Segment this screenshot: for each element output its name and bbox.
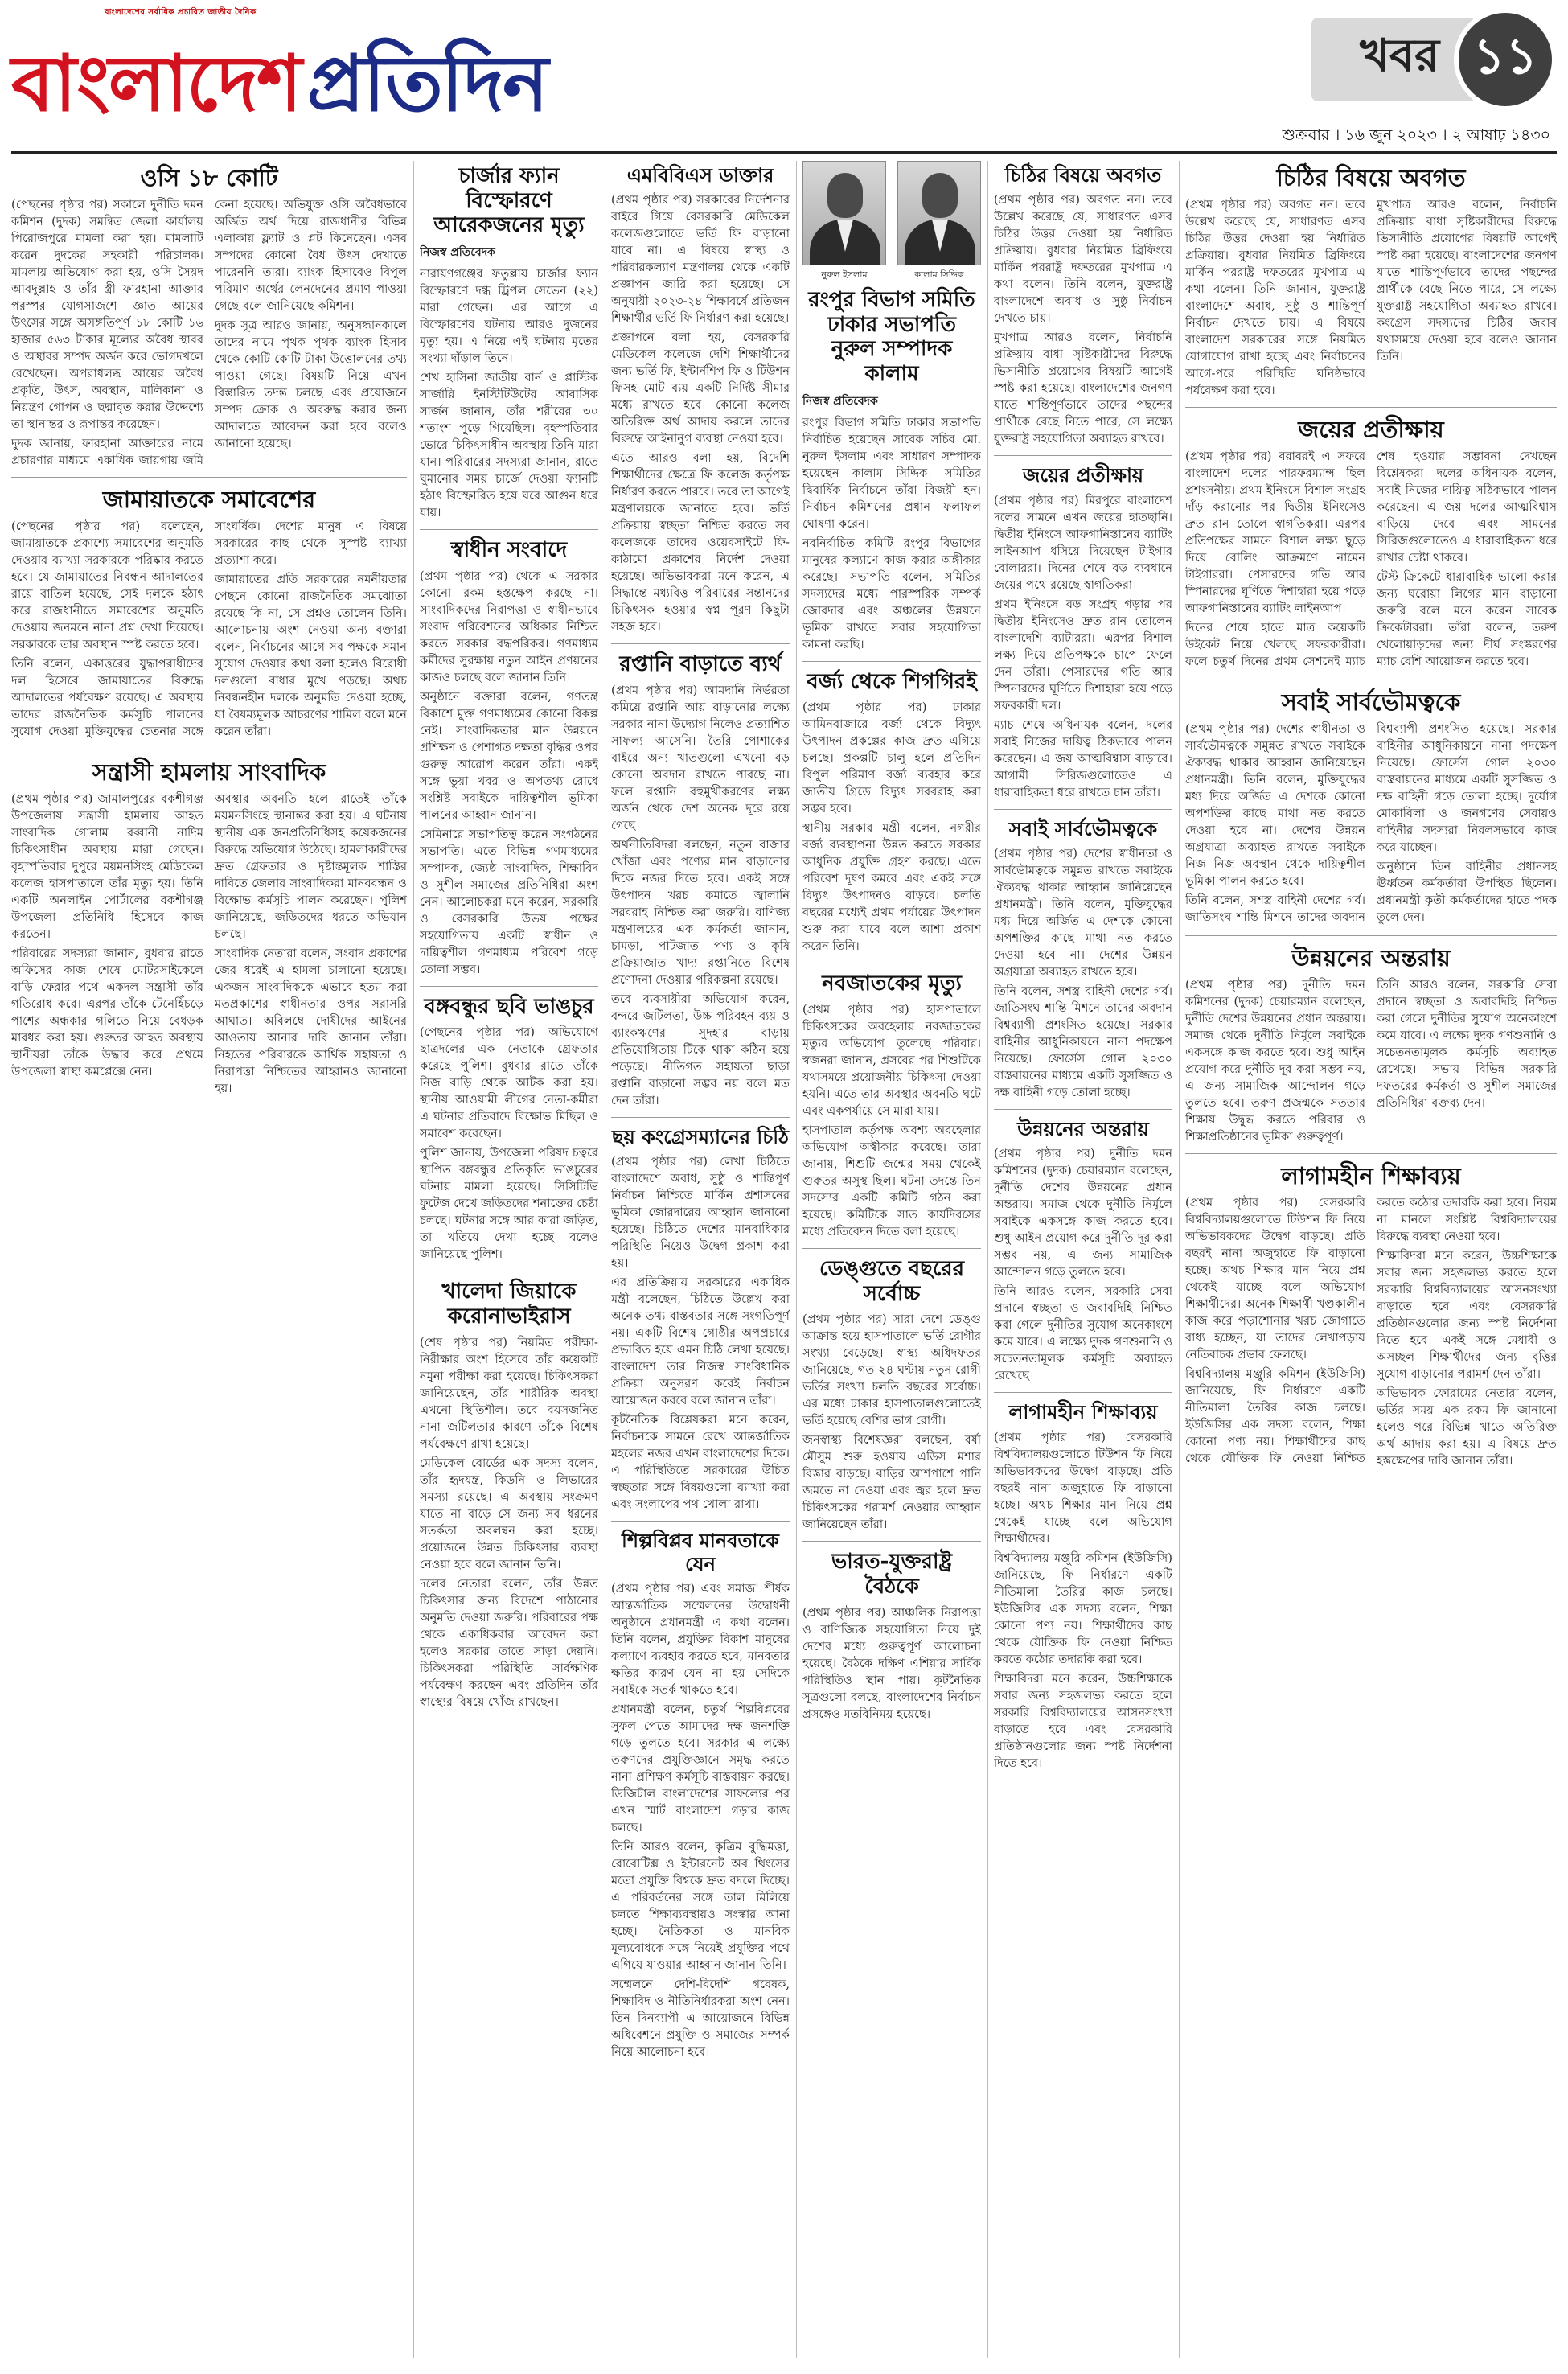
article-headline[interactable]: সন্ত্রাসী হামলায় সাংবাদিক (92, 758, 326, 786)
article-body (11, 518, 407, 741)
article-education-cost-short (994, 1392, 1172, 1771)
column-divider (1179, 161, 1180, 2358)
paragraph: জনস্বাস্থ্য বিশেষজ্ঞরা বলছেন, বর্ষা মৌসুম শুরু হওয়ায় এডিস মশার বিস্তার বাড়ছে। বাড়ির আশপাশে পানি জমতে না দেওয়া এবং জ্বর হলে দ্রুত চিকিৎসকের পরামর্শ নেওয়ার আহ্বান জানিয়েছেন তাঁরা। (802, 1433, 981, 1532)
article-headline[interactable]: ভারত-যুক্তরাষ্ট্র বৈঠকে (831, 1550, 953, 1600)
article-oc-18-koti (11, 164, 407, 469)
article-headline[interactable]: চিঠির বিষয়ে অবগত (1276, 164, 1466, 191)
article-body (802, 414, 981, 653)
paragraph: সেমিনারে সভাপতিত্ব করেন সংগঠনের সভাপতি। এতে বিভিন্ন গণমাধ্যমের সম্পাদক, জ্যেষ্ঠ সাংবাদিক, শিক্ষাবিদ ও সুশীল সমাজের প্রতিনিধিরা অংশ নেন। আলোচকরা মনে করেন, সরকারি ও বেসরকারি উভয় পক্ষের সহযোগিতায় একটি স্বাধীন ও দায়িত্বশীল গণমাধ্যম পরিবেশ গড়ে তোলা সম্ভব। (420, 827, 598, 976)
photo-caption: কালাম সিদ্দিক (914, 269, 964, 280)
paragraph: শেখ হাসিনা জাতীয় বার্ন ও প্লাস্টিক সার্জারি ইনস্টিটিউটের আবাসিক সার্জন জানান, তাঁর শরীরের ৩০ শতাংশ পুড়ে গিয়েছিল। বৃহস্পতিবার ভোরে চিকিৎসাধীন অবস্থায় তিনি মারা যান। পরিবারের সদস্যরা জানান, রাতে ঘুমানোর সময় চার্জে দেওয়া ফ্যানটি হঠাৎ বিস্ফোরিত হয়ে ঘরে আগুন ধরে যায়। (420, 371, 598, 520)
paragraph: (প্রথম পৃষ্ঠার পর) দেশের স্বাধীনতা ও সার্বভৌমত্বকে সমুন্নত রাখতে সবাইকে ঐক্যবদ্ধ থাকার আহ্বান জানিয়েছেন প্রধানমন্ত্রী। তিনি বলেন, মুক্তিযুদ্ধের মধ্য দিয়ে অর্জিত এ দেশকে কোনো অপশক্তির কাছে মাথা নত করতে দেওয়া হবে না। দেশের উন্নয়ন অগ্রযাত্রা অব্যাহত রাখতে হবে। (994, 846, 1172, 979)
article-headline[interactable]: উন্নয়নের অন্তরায় (1291, 943, 1451, 971)
article-journalist-attack (11, 750, 407, 1097)
paragraph: (প্রথম পৃষ্ঠার পর) সারা দেশে ডেঙ্গু আক্রান্ত হয়ে হাসপাতালে ভর্তি রোগীর সংখ্যা বেড়েছে। স্বাস্থ্য অধিদফতর জানিয়েছে, গত ২৪ ঘণ্টায় নতুন রোগী ভর্তির সংখ্যা চলতি বছরের সর্বোচ্চ। এর মধ্যে ঢাকার হাসপাতালগুলোতেই ভর্তি হয়েছে বেশির ভাগ রোগী। (802, 1312, 981, 1428)
paragraph: তিনি বলেন, সশস্ত্র বাহিনী দেশের গর্ব। জাতিসংঘ শান্তি মিশনে তাদের অবদান বিশ্বব্যাপী প্রশংসিত হয়েছে। সরকার বাহিনীর আধুনিকায়নে নানা পদক্ষেপ নিয়েছে। ফোর্সেস গোল ২০৩০ বাস্তবায়নের মাধ্যমে একটি সুসজ্জিত ও দক্ষ বাহিনী গড়ে তোলা হচ্ছে। (994, 984, 1172, 1099)
article-body (802, 1001, 981, 1240)
paragraph: তিনি বলেন, একাত্তরের যুদ্ধাপরাধীদের দল হিসেবে জামায়াতের বিরুদ্ধে আদালতের পর্যবেক্ষণ রয়েছে। এ অবস্থায় তাদের রাজনৈতিক কর্মসূচি পালনের সুযোগ দেওয়া মুক্তিযুদ্ধের চেতনার সঙ্গে সাংঘর্ষিক। দেশের মানুষ এ বিষয়ে সরকারের কাছ থেকে সুস্পষ্ট ব্যাখ্যা প্রত্যাশা করে। (11, 520, 407, 739)
paragraph: (প্রথম পৃষ্ঠার পর) সরকারের নির্দেশনার বাইরে গিয়ে বেসরকারি মেডিকেল কলেজগুলোতে ভর্তি ফি বাড়ানো যাবে না। এ বিষয়ে স্বাস্থ্য ও পরিবারকল্যাণ মন্ত্রণালয় থেকে একটি প্রজ্ঞাপন জারি করা হয়েছে। সে অনুযায়ী ২০২৩-২৪ শিক্ষাবর্ষে প্রতিজন শিক্ষার্থীর ভর্তি ফি নির্ধারণ করা হয়েছে। (611, 193, 790, 326)
column-divider (796, 161, 797, 2358)
column-divider (413, 161, 414, 2358)
article-victory-wait (1185, 407, 1557, 672)
paragraph: জামায়াতের প্রতি সরকারের নমনীয়তার পেছনে কোনো রাজনৈতিক সমঝোতা রয়েছে কি না, সে প্রশ্নও তোলেন তিনি। আলোচনায় অংশ নেওয়া অন্য বক্তারা বলেন, নির্বাচনের আগে সব পক্ষকে সমান সুযোগ দেওয়ার কথা বলা হলেও বিরোধী দলগুলো বাধার মুখে পড়ছে। অথচ নিবন্ধনহীন দলকে অনুমতি দেওয়া হচ্ছে, যা বৈষম্যমূলক আচরণের শামিল বলে মনে করেন তাঁরা। (215, 573, 407, 739)
paragraph: (প্রথম পৃষ্ঠার পর) জামালপুরের বকশীগঞ্জ উপজেলায় সন্ত্রাসী হামলায় আহত সাংবাদিক গোলাম রব্বানী নাদিম চিকিৎসাধীন অবস্থায় মারা গেছেন। বৃহস্পতিবার দুপুরে ময়মনসিংহ মেডিকেল কলেজ হাসপাতালে তাঁর মৃত্যু হয়। তিনি একটি অনলাইন পোর্টালের বকশীগঞ্জ উপজেলা প্রতিনিধি হিসেবে কাজ করতেন। (11, 792, 203, 942)
paragraph: দিনের শেষে হাতে মাত্র কয়েকটি উইকেট নিয়ে খেলছে সফরকারীরা। ফলে চতুর্থ দিনের প্রথম সেশনেই ম্যাচ শেষ হওয়ার সম্ভাবনা দেখছেন বিশ্লেষকরা। দলের অধিনায়ক বলেন, সবাই নিজের দায়িত্ব সঠিকভাবে পালন করেছেন। এ জয় দলের আত্মবিশ্বাস বাড়িয়ে দেবে এবং সামনের সিরিজগুলোতেও এ ধারাবাহিকতা ধরে রাখার চেষ্টা থাকবে। (1185, 450, 1557, 669)
article-khaleda-health (420, 1271, 598, 1710)
person-photo (802, 161, 886, 265)
article-industrial-revolution (611, 1521, 790, 2060)
article-dengue (802, 1248, 981, 1533)
section-banner (1311, 8, 1557, 111)
paragraph: শিক্ষাবিদরা মনে করেন, উচ্চশিক্ষাকে সবার জন্য সহজলভ্য করতে হলে সরকারি বিশ্ববিদ্যালয়ের আসনসংখ্যা বাড়াতে হবে এবং বেসরকারি প্রতিষ্ঠানগুলোর জন্য স্পষ্ট নির্দেশনা দিতে হবে। একই সঙ্গে মেধাবী ও অসচ্ছল শিক্ষার্থীদের জন্য বৃত্তির সুযোগ বাড়ানোর পরামর্শ দেন তাঁরা। (1377, 1249, 1557, 1382)
article-letter-aware-short (994, 164, 1172, 447)
paragraph: অবস্থার অবনতি হলে রাতেই তাঁকে ময়মনসিংহে স্থানান্তর করা হয়। এ ঘটনায় স্থানীয় এক জনপ্রতিনিধিসহ কয়েকজনের বিরুদ্ধে অভিযোগ উঠেছে। হামলাকারীদের দ্রুত গ্রেফতার ও দৃষ্টান্তমূলক শাস্তির দাবিতে জেলার সাংবাদিকরা মানববন্ধন ও বিক্ষোভ কর্মসূচি পালন করেছেন। পুলিশ জানিয়েছে, জড়িতদের ধরতে অভিযান চলছে। (215, 792, 407, 942)
article-sovereignty (1185, 680, 1557, 927)
article-headline[interactable]: সবাই সার্বভৌমত্বকে (1281, 688, 1461, 716)
article-headline[interactable]: ওসি ১৮ কোটি (140, 164, 278, 191)
article-headline[interactable]: বঙ্গবন্ধুর ছবি ভাঙচুর (424, 994, 594, 1019)
paragraph: তবে ব্যবসায়ীরা অভিযোগ করেন, বন্দরে জটিলতা, উচ্চ পরিবহন ব্যয় ও ব্যাংকঋণের সুদহার বাড়ায় প্রতিযোগিতায় টিকে থাকা কঠিন হয়ে পড়েছে। নীতিগত সহায়তা ছাড়া রপ্তানি বাড়ানো সম্ভব নয় বলে মত দেন তাঁরা। (611, 992, 790, 1107)
article-body (420, 1024, 598, 1263)
paragraph: (পেছনের পৃষ্ঠার পর) বলেছেন, জামায়াতকে প্রকাশ্যে সমাবেশের অনুমতি দেওয়ার ব্যাখ্যা সরকারকে পরিষ্কার করতে হবে। যে জামায়াতের নিবন্ধন আদালতের রায়ে বাতিল হয়েছে, সেই দলকে হঠাৎ করে রাজধানীতে সমাবেশের অনুমতি দেওয়ায় জনমনে নানা প্রশ্ন দেখা দিয়েছে। সরকারকে তার অবস্থান স্পষ্ট করতে হবে। (11, 520, 203, 652)
paragraph: মুখপাত্র আরও বলেন, নির্বাচনি প্রক্রিয়ায় বাধা সৃষ্টিকারীদের বিরুদ্ধে ভিসানীতি প্রয়োগের বিষয়টি আগেই স্পষ্ট করা হয়েছে। বাংলাদেশের জনগণ যাতে শান্তিপূর্ণভাবে তাদের পছন্দের প্রার্থীকে বেছে নিতে পারে, সে লক্ষ্যে যুক্তরাষ্ট্র সহযোগিতা অব্যাহত রাখবে। কংগ্রেস সদস্যদের চিঠির জবাব যথাসময়ে দেওয়া হবে বলেও জানান তিনি। (1377, 198, 1557, 364)
paragraph: কূটনৈতিক বিশ্লেষকরা মনে করেন, নির্বাচনকে সামনে রেখে আন্তর্জাতিক মহলের নজর এখন বাংলাদেশের দিকে। এ পরিস্থিতিতে সরকারের উচিত স্বচ্ছতার সঙ্গে বিষয়গুলো ব্যাখ্যা করা এবং সংলাপের পথ খোলা রাখা। (611, 1413, 790, 1512)
article-body (994, 1145, 1172, 1384)
logo-part-2: প্রতিদিন (306, 39, 548, 129)
article-body (1185, 721, 1557, 927)
column-4 (802, 161, 981, 2358)
article-mbbs (611, 164, 790, 635)
article-waste-power (802, 661, 981, 955)
article-development-barrier (1185, 935, 1557, 1145)
article-congressmen-letter (611, 1117, 790, 1513)
article-body (611, 191, 790, 635)
article-headline[interactable]: এমবিবিএস ডাক্তার (626, 164, 774, 187)
paragraph: (প্রথম পৃষ্ঠার পর) বেসরকারি বিশ্ববিদ্যালয়গুলোতে টিউশন ফি নিয়ে অভিভাবকদের উদ্বেগ বাড়ছে। প্রতি বছরই নানা অজুহাতে ফি বাড়ানো হচ্ছে। অথচ শিক্ষার মান নিয়ে প্রশ্ন থেকেই যাচ্ছে বলে অভিযোগ শিক্ষার্থীদের। (994, 1430, 1172, 1546)
article-headline[interactable]: শিল্পবিপ্লব মানবতাকে যেন (622, 1530, 779, 1575)
paragraph: এর প্রতিক্রিয়ায় সরকারের একাধিক মন্ত্রী বলেছেন, চিঠিতে উল্লেখ করা অনেক তথ্য বাস্তবতার সঙ্গে সংগতিপূর্ণ নয়। একটি বিশেষ গোষ্ঠীর অপপ্রচারে প্রভাবিত হয়ে এমন চিঠি লেখা হয়েছে। বাংলাদেশ তার নিজস্ব সাংবিধানিক প্রক্রিয়া অনুসরণ করেই নির্বাচন আয়োজন করবে বলে জানান তাঁরা। (611, 1275, 790, 1408)
paragraph: মেডিকেল বোর্ডের এক সদস্য বলেন, তাঁর হৃদযন্ত্র, কিডনি ও লিভারের সমস্যা রয়েছে। এ অবস্থায় সংক্রমণ যাতে না বাড়ে সে জন্য সব ধরনের সতর্কতা অবলম্বন করা হচ্ছে। প্রয়োজনে উন্নত চিকিৎসার ব্যবস্থা নেওয়া হবে বলে জানান তিনি। (420, 1456, 598, 1571)
article-headline[interactable]: নবজাতকের মৃত্যু (822, 971, 962, 996)
paragraph: মুখপাত্র আরও বলেন, নির্বাচনি প্রক্রিয়ায় বাধা সৃষ্টিকারীদের বিরুদ্ধে ভিসানীতি প্রয়োগের বিষয়টি আগেই স্পষ্ট করা হয়েছে। বাংলাদেশের জনগণ যাতে শান্তিপূর্ণভাবে তাদের পছন্দের প্রার্থীকে বেছে নিতে পারে, সে লক্ষ্যে যুক্তরাষ্ট্র সহযোগিতা অব্যাহত রাখবে। (994, 331, 1172, 446)
column-divider (987, 161, 988, 2358)
article-body (802, 1604, 981, 1723)
person-photo (897, 161, 981, 265)
article-headline[interactable]: জামায়াতকে সমাবেশের (102, 486, 316, 514)
article-headline[interactable]: স্বাধীন সংবাদে (450, 538, 568, 563)
paragraph: তিনি আরও বলেন, সরকারি সেবা প্রদানে স্বচ্ছতা ও জবাবদিহি নিশ্চিত করা গেলে দুর্নীতির সুযোগ অনেকাংশে কমে যাবে। এ লক্ষ্যে দুদক গণশুনানি ও সচেতনতামূলক কর্মসূচি অব্যাহত রেখেছে। (994, 1284, 1172, 1383)
newspaper-logo[interactable] (11, 19, 548, 129)
article-body (1185, 1194, 1557, 1469)
column-1 (11, 161, 407, 2358)
article-charger-fan (420, 164, 598, 521)
paragraph: (প্রথম পৃষ্ঠার পর) অবগত নন। তবে উল্লেখ করেছে যে, সাধারণত এসব চিঠির উত্তর দেওয়া হয় নির্ধারিত প্রক্রিয়ায়। বুধবার নিয়মিত ব্রিফিংয়ে মার্কিন পররাষ্ট্র দফতরের মুখপাত্র এ কথা বলেন। তিনি জানান, যুক্তরাষ্ট্র বাংলাদেশে অবাধ, সুষ্ঠু ও শান্তিপূর্ণ নির্বাচন দেখতে চায়। এ বিষয়ে বাংলাদেশ সরকারের সঙ্গে নিয়মিত যোগাযোগ রাখা হচ্ছে এবং নির্বাচনের আগে-পরে পরিস্থিতি ঘনিষ্ঠভাবে পর্যবেক্ষণ করা হবে। (1185, 198, 1365, 398)
article-headline[interactable]: রংপুর বিভাগ সমিতি ঢাকার সভাপতি নুরুল সম্পাদক কালাম (808, 288, 975, 387)
paragraph: (প্রথম পৃষ্ঠার পর) আমদানি নির্ভরতা কমিয়ে রপ্তানি আয় বাড়ানোর লক্ষ্যে সরকার নানা উদ্যোগ নিলেও প্রত্যাশিত সাফল্য আসেনি। তৈরি পোশাকের বাইরে অন্য খাতগুলো এখনো বড় কোনো অবদান রাখতে পারছে না। ফলে রপ্তানি বহুমুখীকরণের লক্ষ্য অর্জন থেকে দেশ অনেক দূরে রয়ে গেছে। (611, 683, 790, 832)
article-body (611, 1580, 790, 2060)
paragraph: পুলিশ জানায়, উপজেলা পরিষদ চত্বরে স্থাপিত বঙ্গবন্ধুর প্রতিকৃতি ভাঙচুরের ঘটনায় মামলা হয়েছে। সিসিটিভি ফুটেজ দেখে জড়িতদের শনাক্তের চেষ্টা চলছে। ঘটনার সঙ্গে আর কারা জড়িত, তা খতিয়ে দেখা হচ্ছে বলেও জানিয়েছে পুলিশ। (420, 1146, 598, 1262)
article-body (1185, 448, 1557, 672)
paragraph: (প্রথম পৃষ্ঠার পর) দুর্নীতি দমন কমিশনের (দুদক) চেয়ারম্যান বলেছেন, দুর্নীতি দেশের উন্নয়নের প্রধান অন্তরায়। সমাজ থেকে দুর্নীতি নির্মূলে সবাইকে একসঙ্গে কাজ করতে হবে। শুধু আইন প্রয়োগ করে দুর্নীতি দূর করা সম্ভব নয়, এ জন্য সামাজিক আন্দোলন গড়ে তুলতে হবে। (994, 1147, 1172, 1279)
article-body (420, 1334, 598, 1711)
article-free-press (420, 529, 598, 978)
paragraph: (প্রথম পৃষ্ঠার পর) দেশের স্বাধীনতা ও সার্বভৌমত্বকে সমুন্নত রাখতে সবাইকে ঐক্যবদ্ধ থাকার আহ্বান জানিয়েছেন প্রধানমন্ত্রী। তিনি বলেন, মুক্তিযুদ্ধের মধ্য দিয়ে অর্জিত এ দেশকে কোনো অপশক্তির কাছে মাথা নত করতে দেওয়া হবে না। দেশের উন্নয়ন অগ্রযাত্রা অব্যাহত রাখতে সবাইকে নিজ নিজ অবস্থান থেকে দায়িত্বশীল ভূমিকা পালন করতে হবে। (1185, 722, 1365, 889)
article-byline: নিজস্ব প্রতিবেদক (420, 246, 495, 260)
article-body (11, 791, 407, 1097)
article-development-barrier-short (994, 1109, 1172, 1384)
article-rangpur-samity (802, 288, 981, 653)
column-6 (1185, 161, 1557, 2358)
column-2 (420, 161, 598, 2358)
paragraph: অনুষ্ঠানে বক্তারা বলেন, গণতন্ত্র বিকাশে মুক্ত গণমাধ্যমের কোনো বিকল্প নেই। সাংবাদিকতার মান উন্নয়নে প্রশিক্ষণ ও পেশাগত দক্ষতা বৃদ্ধির ওপর গুরুত্ব আরোপ করেন তাঁরা। একই সঙ্গে ভুয়া খবর ও অপতথ্য রোধে সংশ্লিষ্ট সবাইকে দায়িত্বশীল ভূমিকা পালনের আহ্বান জানান। (420, 689, 598, 822)
paragraph: তিনি আরও বলেন, কৃত্রিম বুদ্ধিমত্তা, রোবোটিক্স ও ইন্টারনেট অব থিংসের মতো প্রযুক্তি বিশ্বকে দ্রুত বদলে দিচ্ছে। এ পরিবর্তনের সঙ্গে তাল মিলিয়ে চলতে শিক্ষাব্যবস্থায়ও সংস্কার আনা হচ্ছে। নৈতিকতা ও মানবিক মূল্যবোধকে সঙ্গে নিয়েই প্রযুক্তির পথে এগিয়ে যাওয়ার আহ্বান জানান তিনি। (611, 1839, 790, 1972)
masthead-tagline: বাংলাদেশের সর্বাধিক প্রচারিত জাতীয় দৈনিক (105, 8, 257, 17)
paragraph: হাসপাতাল কর্তৃপক্ষ অবশ্য অবহেলার অভিযোগ অস্বীকার করেছে। তারা জানায়, শিশুটি জন্মের সময় থেকেই গুরুতর অসুস্থ ছিল। ঘটনা তদন্তে তিন সদস্যের একটি কমিটি গঠন করা হয়েছে। কমিটিকে সাত কার্যদিবসের মধ্যে প্রতিবেদন দিতে বলা হয়েছে। (802, 1123, 981, 1239)
article-body (994, 1429, 1172, 1772)
article-newborn-death (802, 963, 981, 1240)
article-export (611, 643, 790, 1109)
paragraph: তিনি বলেন, সশস্ত্র বাহিনী দেশের গর্ব। জাতিসংঘ শান্তি মিশনে তাদের অবদান বিশ্বব্যাপী প্রশংসিত হয়েছে। সরকার বাহিনীর আধুনিকায়নে নানা পদক্ষেপ নিয়েছে। ফোর্সেস গোল ২০৩০ বাস্তবায়নের মাধ্যমে একটি সুসজ্জিত ও দক্ষ বাহিনী গড়ে তোলা হচ্ছে। দুর্যোগ মোকাবিলা ও জনগণের সেবায়ও বাহিনীর সদস্যরা নিরলসভাবে কাজ করে যাচ্ছেন। (1185, 722, 1557, 925)
paragraph: অভিভাবক ফোরামের নেতারা বলেন, ভর্তির সময় এক রকম ফি জানানো হলেও পরে বিভিন্ন খাতে অতিরিক্ত অর্থ আদায় করা হয়। এ বিষয়ে দ্রুত হস্তক্ষেপের দাবি জানান তাঁরা। (1377, 1386, 1557, 1468)
article-headline[interactable]: উন্নয়নের অন্তরায় (1017, 1117, 1149, 1140)
article-headline[interactable]: ছয় কংগ্রেসম্যানের চিঠি (612, 1125, 789, 1148)
article-body (994, 845, 1172, 1101)
paragraph: (পেছনের পৃষ্ঠার পর) অভিযোগে ছাত্রদলের এক নেতাকে গ্রেফতার করেছে পুলিশ। বুধবার রাতে তাঁকে নিজ বাড়ি থেকে আটক করা হয়। স্থানীয় আওয়ামী লীগের নেতা-কর্মীরা এ ঘটনার প্রতিবাদে বিক্ষোভ মিছিল ও সমাবেশ করেছেন। (420, 1025, 598, 1141)
paragraph: প্রজ্ঞাপনে বলা হয়, বেসরকারি মেডিকেল কলেজে দেশি শিক্ষার্থীদের জন্য ভর্তি ফি, ইন্টার্নশিপ ফি ও টিউশন ফিসহ মোট ব্যয় একটি নির্দিষ্ট সীমার মধ্যে রাখতে হবে। কোনো কলেজ অতিরিক্ত অর্থ আদায় করলে তাদের বিরুদ্ধে আইনানুগ ব্যবস্থা নেওয়া হবে। (611, 331, 790, 446)
paragraph: (প্রথম পৃষ্ঠার পর) লেখা চিঠিতে বাংলাদেশে অবাধ, সুষ্ঠু ও শান্তিপূর্ণ নির্বাচন নিশ্চিতে মার্কিন প্রশাসনের ভূমিকা জোরদারের আহ্বান জানানো হয়েছে। চিঠিতে দেশের মানবাধিকার পরিস্থিতি নিয়েও উদ্বেগ প্রকাশ করা হয়। (611, 1155, 790, 1271)
article-headline[interactable]: খালেদা জিয়াকে করোনাভাইরাস (441, 1279, 577, 1329)
logo-part-1: বাংলাদেশ (11, 39, 301, 129)
paragraph: (শেষ পৃষ্ঠার পর) নিয়মিত পরীক্ষা-নিরীক্ষার অংশ হিসেবে তাঁর কয়েকটি নমুনা পরীক্ষা করা হয়েছে। চিকিৎসকরা জানিয়েছেন, তাঁর শারীরিক অবস্থা এখনো স্থিতিশীল। তবে বয়সজনিত নানা জটিলতার কারণে তাঁকে বিশেষ পর্যবেক্ষণে রাখা হয়েছে। (420, 1335, 598, 1451)
paragraph: তিনি আরও বলেন, সরকারি সেবা প্রদানে স্বচ্ছতা ও জবাবদিহি নিশ্চিত করা গেলে দুর্নীতির সুযোগ অনেকাংশে কমে যাবে। এ লক্ষ্যে দুদক গণশুনানি ও সচেতনতামূলক কর্মসূচি অব্যাহত রেখেছে। সভায় বিভিন্ন সরকারি দফতরের কর্মকর্তা ও সুশীল সমাজের প্রতিনিধিরা বক্তব্য দেন। (1377, 977, 1557, 1110)
header-rule (11, 151, 1557, 154)
paragraph: (প্রথম পৃষ্ঠার পর) মিরপুরে বাংলাদেশ দলের সামনে এখন জয়ের হাতছানি। দ্বিতীয় ইনিংসে আফগানিস্তানের ব্যাটিং লাইনআপ ধসিয়ে দিয়েছেন টাইগার বোলাররা। দিনের শেষে বড় ব্যবধানে জয়ের পথে রয়েছে স্বাগতিকরা। (994, 493, 1172, 592)
column-3 (611, 161, 790, 2358)
paragraph: দুদক সূত্র আরও জানায়, অনুসন্ধানকালে তাদের নামে পৃথক পৃথক ব্যাংক হিসাব থেকে কোটি কোটি টাকা উত্তোলনের তথ্য পাওয়া গেছে। বিষয়টি নিয়ে এখন বিস্তারিত তদন্ত চলছে এবং প্রয়োজনে সম্পদ ক্রোক ও অবরুদ্ধ করার জন্য আদালতে আবেদন করা হবে বলেও জানানো হয়েছে। (215, 318, 407, 451)
section-label: খবর (1311, 18, 1473, 101)
article-india-us (802, 1541, 981, 1722)
article-body (802, 1311, 981, 1533)
article-sovereignty-short (994, 809, 1172, 1101)
article-headline[interactable]: লাগামহীন শিক্ষাব্যয় (1281, 1161, 1461, 1189)
article-headline[interactable]: চার্জার ফ্যান বিস্ফোরণে আরেকজনের মৃত্যু (433, 164, 585, 238)
paragraph: স্থানীয় সরকার মন্ত্রী বলেন, নগরীর বর্জ্য ব্যবস্থাপনা উন্নত করতে সরকার আধুনিক প্রযুক্তি গ্রহণ করছে। এতে পরিবেশ দূষণ কমবে এবং একই সঙ্গে বিদ্যুৎ উৎপাদনও বাড়বে। চলতি বছরের মধ্যেই প্রথম পর্যায়ের উৎপাদন শুরু করা যাবে বলে আশা প্রকাশ করেন তিনি। (802, 821, 981, 954)
paragraph: (প্রথম পৃষ্ঠার পর) হাসপাতালে চিকিৎসকের অবহেলায় নবজাতকের মৃত্যুর অভিযোগ তুলেছে পরিবার। স্বজনরা জানান, প্রসবের পর শিশুটিকে যথাসময়ে প্রয়োজনীয় চিকিৎসা দেওয়া হয়নি। এতে তার অবস্থার অবনতি ঘটে এবং একপর্যায়ে সে মারা যায়। (802, 1003, 981, 1119)
article-education-cost (1185, 1153, 1557, 1469)
paragraph: রংপুর বিভাগ সমিতি ঢাকার সভাপতি নির্বাচিত হয়েছেন সাবেক সচিব মো. নুরুল ইসলাম এবং সাধারণ সম্পাদক হয়েছেন কালাম সিদ্দিক। সমিতির দ্বিবার্ষিক নির্বাচনে তাঁরা বিজয়ী হন। নির্বাচন কমিশনের প্রধান ফলাফল ঘোষণা করেন। (802, 415, 981, 531)
paragraph: অনুষ্ঠানে তিন বাহিনীর প্রধানসহ ঊর্ধ্বতন কর্মকর্তারা উপস্থিত ছিলেন। প্রধানমন্ত্রী কৃতী কর্মকর্তাদের হাতে পদক তুলে দেন। (1377, 860, 1557, 925)
article-body (1185, 976, 1557, 1145)
article-jamaat-rally (11, 477, 407, 741)
paragraph: নবনির্বাচিত কমিটি রংপুর বিভাগের মানুষের কল্যাণে কাজ করার অঙ্গীকার করেছে। সভাপতি বলেন, সমিতির সদস্যদের মধ্যে পারস্পরিক সম্পর্ক জোরদার এবং অঞ্চলের উন্নয়নে ভূমিকা রাখতে সবার সহযোগিতা কামনা করছি। (802, 536, 981, 651)
paragraph: দুদক জানায়, ফারহানা আক্তারের নামে প্রচারণার মাধ্যমে একাধিক জায়গায় জমি কেনা হয়েছে। অভিযুক্ত ওসি অবৈধভাবে অর্জিত অর্থ দিয়ে রাজধানীর বিভিন্ন এলাকায় ফ্ল্যাট ও প্লট কিনেছেন। এসব সম্পদের কোনো বৈধ উৎস দেখাতে পারেননি তারা। ব্যাংক হিসাবেও বিপুল পরিমাণ অর্থের লেনদেনের প্রমাণ পাওয়া গেছে বলে জানিয়েছে কমিশন। (11, 198, 407, 468)
article-byline: নিজস্ব প্রতিবেদক (802, 394, 878, 408)
article-body (420, 265, 598, 521)
article-headline[interactable]: সবাই সার্বভৌমত্বকে (1008, 817, 1158, 840)
paragraph: (প্রথম পৃষ্ঠার পর) আঞ্চলিক নিরাপত্তা ও বাণিজ্যিক সহযোগিতা নিয়ে দুই দেশের মধ্যে গুরুত্বপূর্ণ আলোচনা হয়েছে। বৈঠকে দক্ষিণ এশিয়ার সার্বিক পরিস্থিতিও স্থান পায়। কূটনৈতিক সূত্রগুলো বলছে, বাংলাদেশের নির্বাচন প্রসঙ্গেও মতবিনিময় হয়েছে। (802, 1605, 981, 1721)
article-body (994, 191, 1172, 447)
article-body (611, 1153, 790, 1513)
photo-caption: নুরুল ইসলাম (821, 269, 868, 280)
article-headline[interactable]: লাগামহীন শিক্ষাব্যয় (1008, 1401, 1158, 1424)
article-headline[interactable]: রপ্তানি বাড়াতে ব্যর্থ (619, 652, 782, 677)
article-body (1185, 196, 1557, 399)
paragraph: (প্রথম পৃষ্ঠার পর) থেকে এ সরকার কোনো রকম হস্তক্ষেপ করছে না। সাংবাদিকদের নিরাপত্তা ও স্বাধীনভাবে সংবাদ পরিবেশনের অধিকার নিশ্চিত করতে সরকার বদ্ধপরিকর। গণমাধ্যম কর্মীদের সুরক্ষায় নতুন আইন প্রণয়নের কাজও চলছে বলে জানান তিনি। (420, 569, 598, 684)
article-body (611, 682, 790, 1109)
dateline: শুক্রবার । ১৬ জুন ২০২৩ । ২ আষাঢ় ১৪৩০ (1282, 126, 1550, 144)
paragraph: প্রধানমন্ত্রী বলেন, চতুর্থ শিল্পবিপ্লবের সুফল পেতে আমাদের দক্ষ জনশক্তি গড়ে তুলতে হবে। সরকার এ লক্ষ্যে তরুণদের প্রযুক্তিজ্ঞানে সমৃদ্ধ করতে নানা প্রশিক্ষণ কর্মসূচি বাস্তবায়ন করছে। ডিজিটাল বাংলাদেশের সাফল্যের পর এখন স্মার্ট বাংলাদেশ গড়ার কাজ চলছে। (611, 1702, 790, 1834)
article-headline[interactable]: বর্জ্য থেকে শিগগিরই (807, 669, 977, 694)
article-victory-wait-short (994, 455, 1172, 800)
article-headline[interactable]: চিঠির বিষয়ে অবগত (1004, 164, 1162, 187)
article-headline[interactable]: জয়ের প্রতীক্ষায় (1298, 416, 1444, 444)
paragraph: ম্যাচ শেষে অধিনায়ক বলেন, দলের সবাই নিজের দায়িত্ব ঠিকভাবে পালন করেছেন। এ জয় আত্মবিশ্বাস বাড়াবে। আগামী সিরিজগুলোতেও এ ধারাবাহিকতা ধরে রাখতে চান তাঁরা। (994, 717, 1172, 799)
paragraph: অর্থনীতিবিদরা বলছেন, নতুন বাজার খোঁজা এবং পণ্যের মান বাড়ানোর দিকে নজর দিতে হবে। একই সঙ্গে উৎপাদন খরচ কমাতে জ্বালানি সরবরাহ নিশ্চিত করা জরুরি। বাণিজ্য মন্ত্রণালয়ের এক কর্মকর্তা জানান, চামড়া, পাটজাত পণ্য ও কৃষি প্রক্রিয়াজাত খাদ্য রপ্তানিতে বিশেষ প্রণোদনা দেওয়ার পরিকল্পনা রয়েছে। (611, 837, 790, 987)
paragraph: সম্মেলনে দেশি-বিদেশি গবেষক, শিক্ষাবিদ ও নীতিনির্ধারকরা অংশ নেন। তিন দিনব্যাপী এ আয়োজনে বিভিন্ন অধিবেশনে প্রযুক্তি ও সমাজের সম্পর্ক নিয়ে আলোচনা হবে। (611, 1977, 790, 2059)
paragraph: শিক্ষাবিদরা মনে করেন, উচ্চশিক্ষাকে সবার জন্য সহজলভ্য করতে হলে সরকারি বিশ্ববিদ্যালয়ের আসনসংখ্যা বাড়াতে হবে এবং বেসরকারি প্রতিষ্ঠানগুলোর জন্য স্পষ্ট নির্দেশনা দিতে হবে। (994, 1671, 1172, 1770)
paragraph: (প্রথম পৃষ্ঠার পর) এবং সমাজ' শীর্ষক আন্তর্জাতিক সম্মেলনের উদ্বোধনী অনুষ্ঠানে প্রধানমন্ত্রী এ কথা বলেন। তিনি বলেন, প্রযুক্তির বিকাশ মানুষের কল্যাণে ব্যবহার করতে হবে, মানবতার ক্ষতির কারণ যেন না হয় সেদিকে সবাইকে সতর্ক থাকতে হবে। (611, 1581, 790, 1697)
article-body (11, 196, 407, 469)
article-letter-aware (1185, 164, 1557, 399)
paragraph: টেস্ট ক্রিকেটে ধারাবাহিক ভালো করার জন্য ঘরোয়া লিগের মান বাড়ানো জরুরি বলে মনে করেন সাবেক ক্রিকেটাররা। তাঁরা বলেন, তরুণ খেলোয়াড়দের জন্য দীর্ঘ সংস্করণের ম্যাচ বেশি আয়োজন করতে হবে। (1377, 570, 1557, 669)
paragraph: (প্রথম পৃষ্ঠার পর) দুর্নীতি দমন কমিশনের (দুদক) চেয়ারম্যান বলেছেন, দুর্নীতি দেশের উন্নয়নের প্রধান অন্তরায়। সমাজ থেকে দুর্নীতি নির্মূলে সবাইকে একসঙ্গে কাজ করতে হবে। শুধু আইন প্রয়োগ করে দুর্নীতি দূর করা সম্ভব নয়, এ জন্য সামাজিক আন্দোলন গড়ে তুলতে হবে। তরুণ প্রজন্মকে সততার শিক্ষায় উদ্বুদ্ধ করতে পরিবার ও শিক্ষাপ্রতিষ্ঠানের ভূমিকা গুরুত্বপূর্ণ। (1185, 977, 1365, 1144)
paragraph: সাংবাদিক নেতারা বলেন, সংবাদ প্রকাশের জের ধরেই এ হামলা চালানো হয়েছে। একজন সাংবাদিককে এভাবে হত্যা করা মতপ্রকাশের স্বাধীনতার ওপর সরাসরি আঘাত। অবিলম্বে দোষীদের আইনের আওতায় আনার দাবি জানান তাঁরা। নিহতের পরিবারকে আর্থিক সহায়তা ও নিরাপত্তা নিশ্চিতের আহ্বানও জানানো হয়। (215, 947, 407, 1096)
portrait-pair (802, 161, 981, 283)
paragraph: বিশ্ববিদ্যালয় মঞ্জুরি কমিশন (ইউজিসি) জানিয়েছে, ফি নির্ধারণে একটি নীতিমালা তৈরির কাজ চলছে। ইউজিসির এক সদস্য বলেন, শিক্ষা কোনো পণ্য নয়। শিক্ষার্থীদের কাছ থেকে যৌক্তিক ফি নেওয়া নিশ্চিত করতে কঠোর তদারকি করা হবে। (994, 1550, 1172, 1666)
column-5 (994, 161, 1172, 2358)
article-body (994, 492, 1172, 801)
paragraph: বিশ্ববিদ্যালয় মঞ্জুরি কমিশন (ইউজিসি) জানিয়েছে, ফি নির্ধারণে একটি নীতিমালা তৈরির কাজ চলছে। ইউজিসির এক সদস্য বলেন, শিক্ষা কোনো পণ্য নয়। শিক্ষার্থীদের কাছ থেকে যৌক্তিক ফি নেওয়া নিশ্চিত করতে কঠোর তদারকি করা হবে। নিয়ম না মানলে সংশ্লিষ্ট বিশ্ববিদ্যালয়ের বিরুদ্ধে ব্যবস্থা নেওয়া হবে। (1185, 1196, 1557, 1466)
page-number: ১১ (1454, 8, 1557, 111)
article-portrait-vandalism (420, 986, 598, 1263)
paragraph: দলের নেতারা বলেন, তাঁর উন্নত চিকিৎসার জন্য বিদেশে পাঠানোর অনুমতি দেওয়া জরুরি। পরিবারের পক্ষ থেকে একাধিকবার আবেদন করা হলেও সরকার তাতে সাড়া দেয়নি। চিকিৎসকরা পরিস্থিতি সার্বক্ষণিক পর্যবেক্ষণ করছেন এবং প্রতিদিন তাঁর স্বাস্থ্যের বিষয়ে খোঁজ রাখছেন। (420, 1576, 598, 1709)
article-headline[interactable]: ডেঙ্গুতে বছরের সর্বোচ্চ (819, 1257, 965, 1306)
paragraph: নারায়ণগঞ্জের ফতুল্লায় চার্জার ফ্যান বিস্ফোরণে দগ্ধ ট্রিপল সেভেন (২২) মারা গেছেন। এর আগে এ বিস্ফোরণের ঘটনায় আরও দুজনের মৃত্যু হয়। এ নিয়ে এই ঘটনায় মৃতের সংখ্যা দাঁড়াল তিনে। (420, 267, 598, 366)
paragraph: (প্রথম পৃষ্ঠার পর) বেসরকারি বিশ্ববিদ্যালয়গুলোতে টিউশন ফি নিয়ে অভিভাবকদের উদ্বেগ বাড়ছে। প্রতি বছরই নানা অজুহাতে ফি বাড়ানো হচ্ছে। অথচ শিক্ষার মান নিয়ে প্রশ্ন থেকেই যাচ্ছে বলে অভিযোগ শিক্ষার্থীদের। অনেক শিক্ষার্থী খণ্ডকালীন কাজ করে পড়াশোনার খরচ জোগাতে বাধ্য হচ্ছেন, যা তাদের লেখাপড়ায় নেতিবাচক প্রভাব ফেলছে। (1185, 1196, 1365, 1362)
paragraph: এতে আরও বলা হয়, বিদেশি শিক্ষার্থীদের ক্ষেত্রে ফি কলেজ কর্তৃপক্ষ নির্ধারণ করতে পারবে। তবে তা আগেই মন্ত্রণালয়কে জানাতে হবে। ভর্তি প্রক্রিয়ায় স্বচ্ছতা নিশ্চিত করতে সব কলেজকে তাদের ওয়েবসাইটে ফি-কাঠামো প্রকাশের নির্দেশ দেওয়া হয়েছে। অভিভাবকরা মনে করেন, এ সিদ্ধান্তে মধ্যবিত্ত পরিবারের সন্তানদের চিকিৎসক হওয়ার স্বপ্ন পূরণ কিছুটা সহজ হবে। (611, 451, 790, 635)
portrait-nurul-islam (802, 161, 886, 283)
article-body (420, 568, 598, 978)
paragraph: (প্রথম পৃষ্ঠার পর) বরাবরই এ সফরে বাংলাদেশ দলের পারফরম্যান্স ছিল প্রশংসনীয়। প্রথম ইনিংসে বিশাল সংগ্রহ দাঁড় করানোর পর দ্বিতীয় ইনিংসেও দ্রুত রান তোলে স্বাগতিকরা। এরপর প্রতিপক্ষের সামনে বিশাল লক্ষ্য ছুড়ে দিয়ে বোলিং আক্রমণে নামেন টাইগাররা। পেসারদের গতি আর স্পিনারদের ঘূর্ণিতে দিশাহারা হয়ে পড়ে আফগানিস্তানের ব্যাটিং লাইনআপ। (1185, 450, 1365, 616)
article-headline[interactable]: জয়ের প্রতীক্ষায় (1022, 464, 1144, 487)
paragraph: প্রথম ইনিংসে বড় সংগ্রহ গড়ার পর দ্বিতীয় ইনিংসেও দ্রুত রান তোলেন বাংলাদেশি ব্যাটাররা। এরপর বিশাল লক্ষ্য দিয়ে প্রতিপক্ষকে চাপে ফেলে দেন তাঁরা। পেসারদের গতি আর স্পিনারদের ঘূর্ণিতে দিশাহারা হয়ে পড়ে সফরকারী দল। (994, 597, 1172, 713)
paragraph: পরিবারের সদস্যরা জানান, বুধবার রাতে অফিসের কাজ শেষে মোটরসাইকেলে বাড়ি ফেরার পথে একদল সন্ত্রাসী তাঁর গতিরোধ করে। এরপর তাঁকে টেনেহিঁচড়ে পাশের অন্ধকার গলিতে নিয়ে বেধড়ক মারধর করা হয়। গুরুতর আহত অবস্থায় স্থানীয়রা তাঁকে উদ্ধার করে প্রথমে উপজেলা স্বাস্থ্য কমপ্লেক্সে নেন। (11, 947, 203, 1079)
paragraph: (প্রথম পৃষ্ঠার পর) ঢাকার আমিনবাজারে বর্জ্য থেকে বিদ্যুৎ উৎপাদন প্রকল্পের কাজ দ্রুত এগিয়ে চলছে। প্রকল্পটি চালু হলে প্রতিদিন বিপুল পরিমাণ বর্জ্য ব্যবহার করে জাতীয় গ্রিডে বিদ্যুৎ সরবরাহ করা সম্ভব হবে। (802, 700, 981, 816)
paragraph: (প্রথম পৃষ্ঠার পর) অবগত নন। তবে উল্লেখ করেছে যে, সাধারণত এসব চিঠির উত্তর দেওয়া হয় নির্ধারিত প্রক্রিয়ায়। বুধবার নিয়মিত ব্রিফিংয়ে মার্কিন পররাষ্ট্র দফতরের মুখপাত্র এ কথা বলেন। তিনি বলেন, যুক্তরাষ্ট্র বাংলাদেশে অবাধ ও সুষ্ঠু নির্বাচন দেখতে চায়। (994, 193, 1172, 326)
article-body (802, 699, 981, 955)
portrait-kalam-siddique (897, 161, 981, 283)
paragraph: (পেছনের পৃষ্ঠার পর) সকালে দুর্নীতি দমন কমিশন (দুদক) সমন্বিত জেলা কার্যালয় পিরোজপুরে মামলা করা হয়। মামলাটি করেন দুদকের সহকারী পরিচালক। মামলায় অভিযোগ করা হয়, ওসি সৈয়দ আবদুল্লাহ ও তাঁর স্ত্রী ফারহানা আক্তার পরস্পর যোগসাজশে জ্ঞাত আয়ের উৎসের সঙ্গে অসঙ্গতিপূর্ণ ১৮ কোটি ১৬ হাজার ৫৬৩ টাকার মূল্যের অবৈধ স্থাবর ও অস্থাবর সম্পদ অর্জন করে ভোগদখলে রেখেছেন। অপরাধলব্ধ আয়ের অবৈধ প্রকৃতি, উৎস, অবস্থান, মালিকানা ও নিয়ন্ত্রণ গোপন ও ছদ্মাবৃত করার উদ্দেশ্যে তা স্থানান্তর ও রূপান্তর করেছেন। (11, 198, 203, 432)
